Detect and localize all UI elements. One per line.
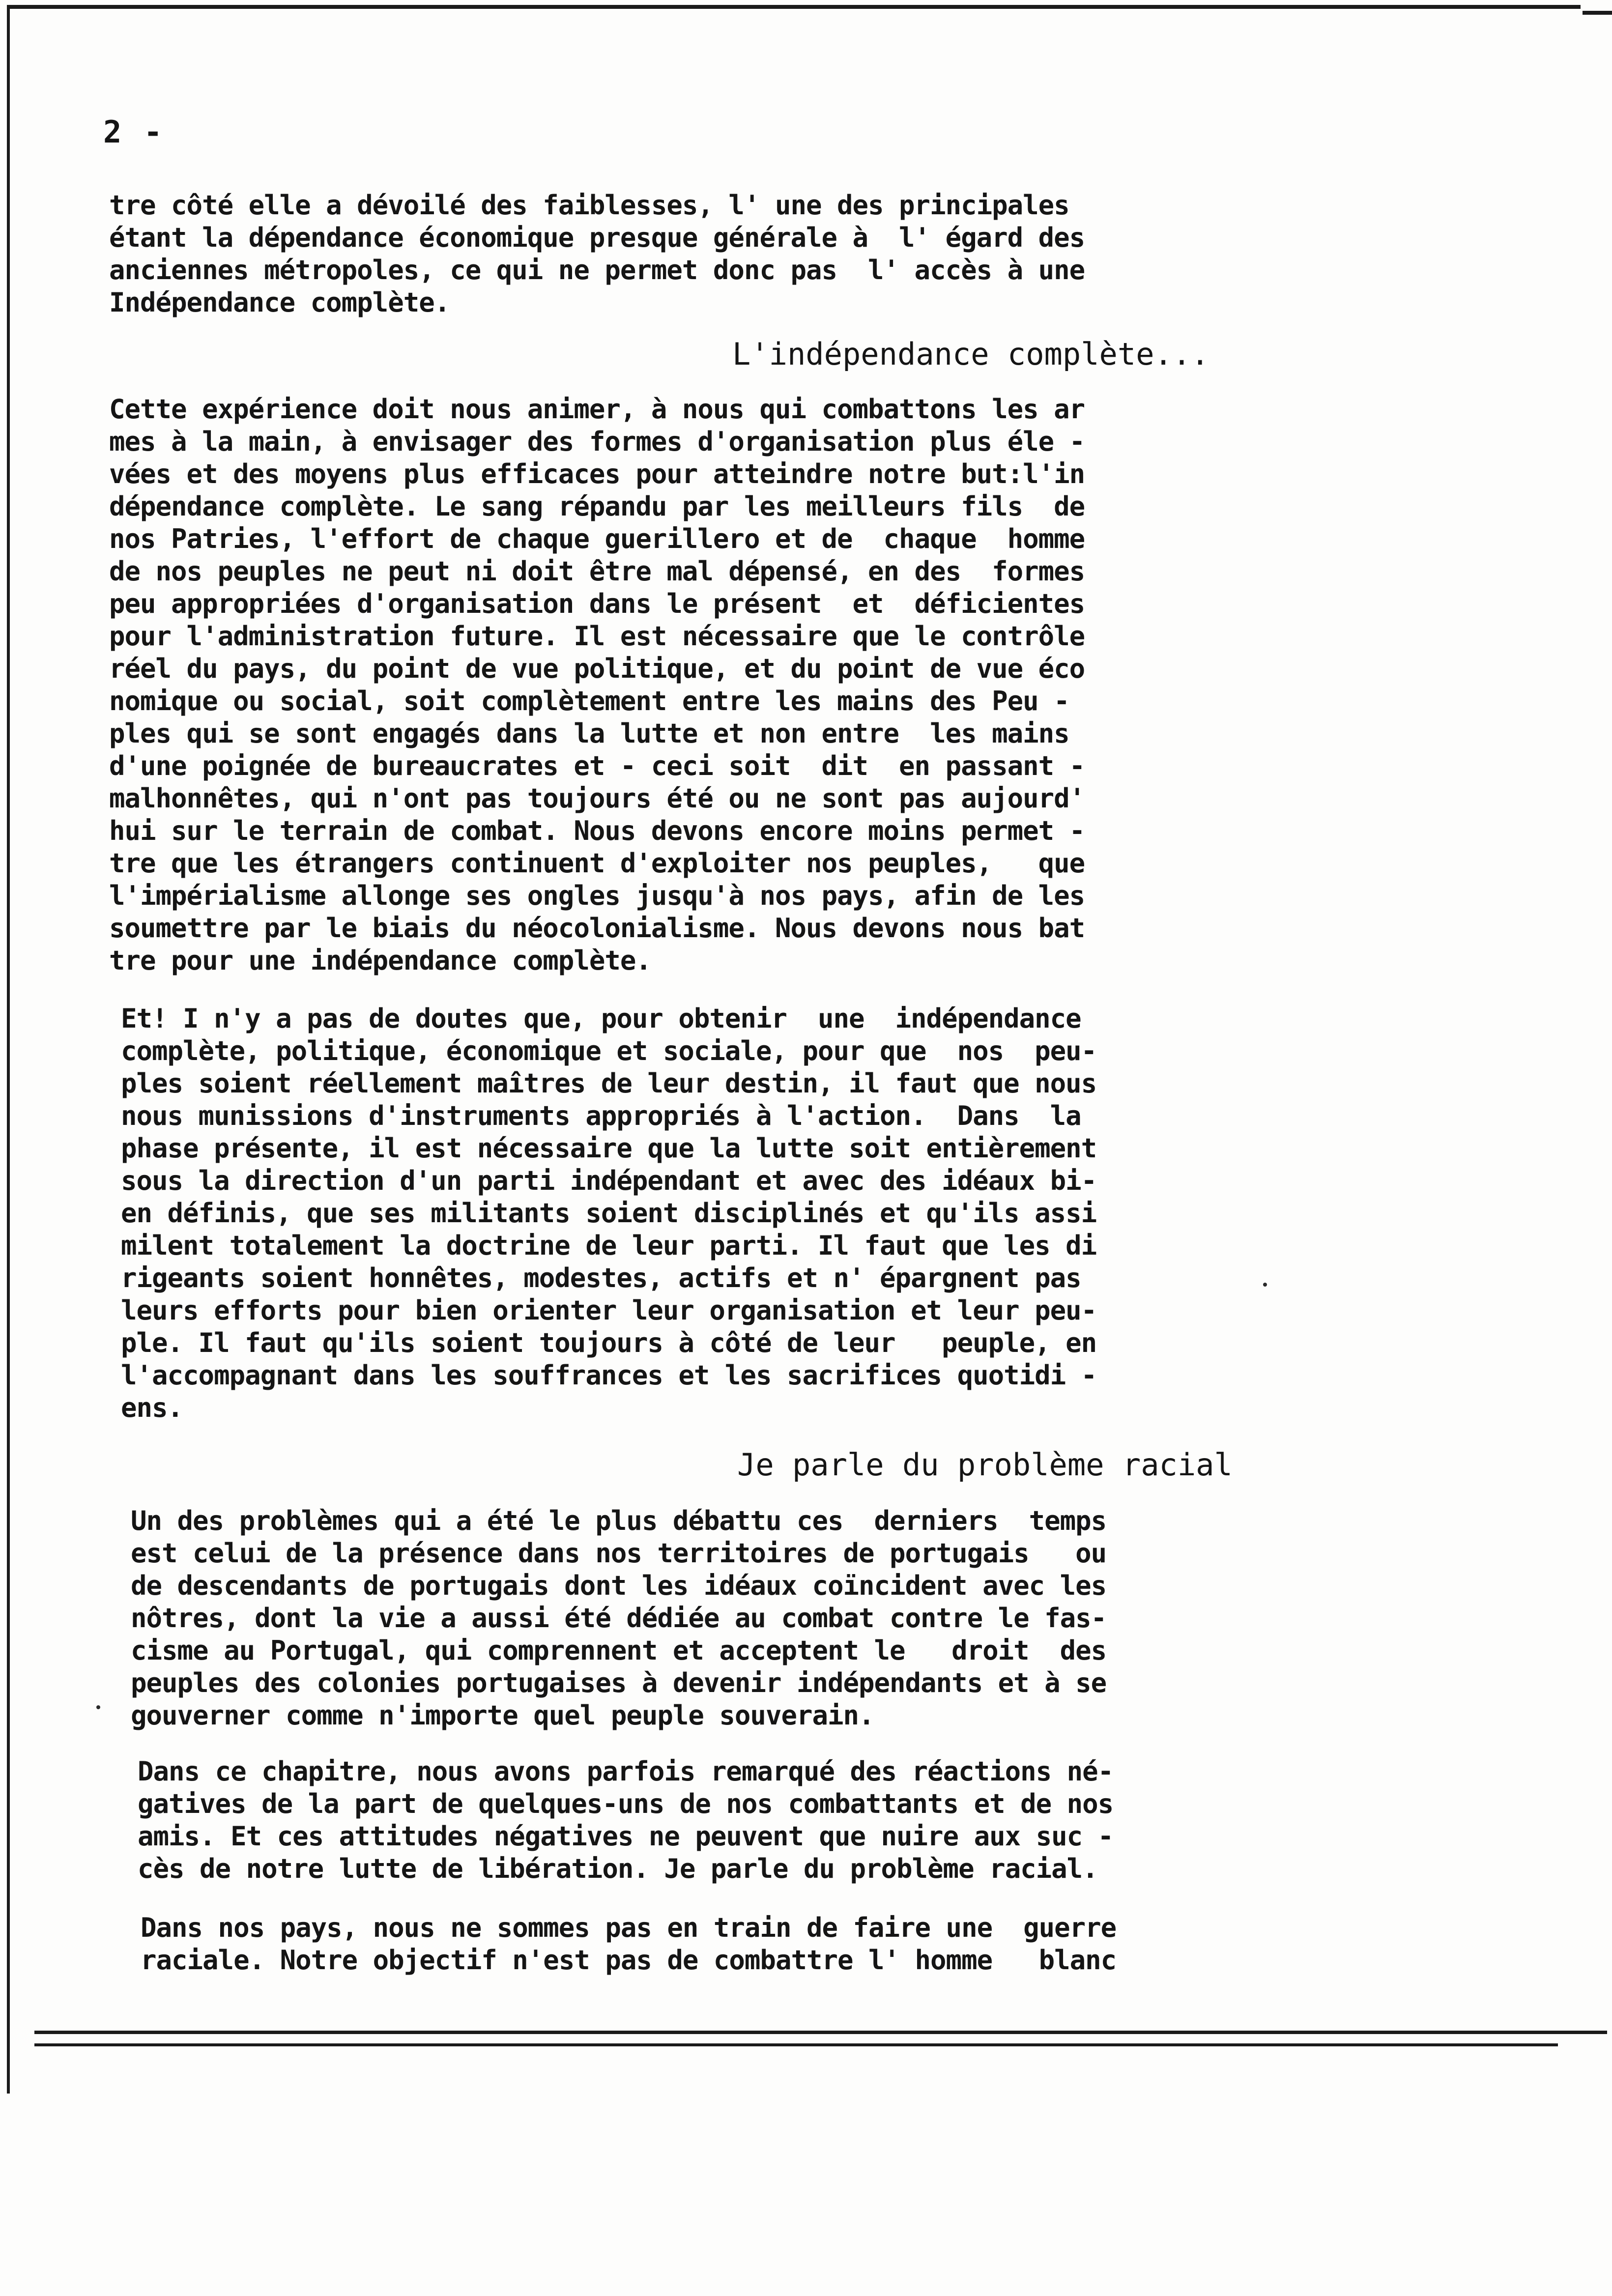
footer-rule-secondary [34, 2043, 1558, 2046]
page-number: 2 - [103, 114, 164, 150]
scan-speck [1263, 1283, 1267, 1287]
paragraph-1: tre côté elle a dévoilé des faiblesses, l' une des principales étant la dépendance économique presque générale à l' égard des anciennes métropoles, ce qui ne permet donc pas l' accès à une Indépendance complète. [109, 190, 1085, 318]
scan-speck [96, 1705, 100, 1709]
paragraph-3: Et! I n'y a pas de doutes que, pour obtenir une indépendance complète, politique, économique et sociale, pour que nos peu- ples soient réellement maîtres de leur destin, il faut que nous nous munissions d'instruments appropriés à l'action. Dans la phase présente, il est nécessaire que la lutte soit entièrement sous la direction d'un parti indépendant et avec des idéaux bi- en définis, que ses militants soient disciplinés et qu'ils assi milent totalement la doctrine de leur parti. Il faut que les di rigeants soient honnêtes, modestes, actifs et n' épargnent pas leurs efforts pour bien orienter leur organisation et leur peu- ple. Il faut qu'ils soient toujours à côté de leur peuple, en l'accompagnant dans les souffrances et les sacrifices quotidi - ens. [121, 1003, 1097, 1423]
paragraph-2: Cette expérience doit nous animer, à nous qui combattons les ar mes à la main, à envisager des formes d'organisation plus éle - vées et des moyens plus efficaces pour atteindre notre but:l'in dépendance complète. Le sang répandu par les meilleurs fils de nos Patries, l'effort de chaque guerillero et de chaque homme de nos peuples ne peut ni doit être mal dépensé, en des formes peu appropriées d'organisation dans le présent et déficientes pour l'administration future. Il est nécessaire que le contrôle réel du pays, du point de vue politique, et du point de vue éco nomique ou social, soit complètement entre les mains des Peu - ples qui se sont engagés dans la lutte et non entre les mains d'une poignée de bureaucrates et - ceci soit dit en passant - malhonnêtes, qui n'ont pas toujours été ou ne sont pas aujourd' hui sur le terrain de combat. Nous devons encore moins permet - tre que les étrangers continuent d'exploiter nos peuples, que l'impérialisme allonge ses ongles jusqu'à nos pays, afin de les soumettre par le biais du néocolonialisme. Nous devons nous bat tre pour une indépendance complète. [109, 394, 1085, 976]
scan-border-top [8, 5, 1581, 9]
scan-border-left [7, 5, 10, 2094]
scan-border-top-right [1583, 11, 1612, 15]
section-heading-racial-problem: Je parle du problème racial [737, 1447, 1233, 1483]
footer-rule [34, 2031, 1607, 2034]
paragraph-5: Dans ce chapitre, nous avons parfois remarqué des réactions né- gatives de la part de quelques-uns de nos combattants et de nos amis. Et ces attitudes négatives ne peuvent que nuire aux suc - cès de notre lutte de libération. Je parle du problème racial. [138, 1756, 1114, 1884]
paragraph-6: Dans nos pays, nous ne sommes pas en train de faire une guerre raciale. Notre objectif n'est pas de combattre l' homme blanc [141, 1912, 1117, 1976]
section-heading-independence: L'indépendance complète... [732, 336, 1209, 372]
paragraph-4: Un des problèmes qui a été le plus débattu ces derniers temps est celui de la présence dans nos territoires de portugais ou de descendants de portugais dont les idéaux coïncident avec les nôtres, dont la vie a aussi été dédiée au combat contre le fas- cisme au Portugal, qui comprennent et acceptent le droit des peuples des colonies portugaises à devenir indépendants et à se gouverner comme n'importe quel peuple souverain. [131, 1505, 1107, 1731]
